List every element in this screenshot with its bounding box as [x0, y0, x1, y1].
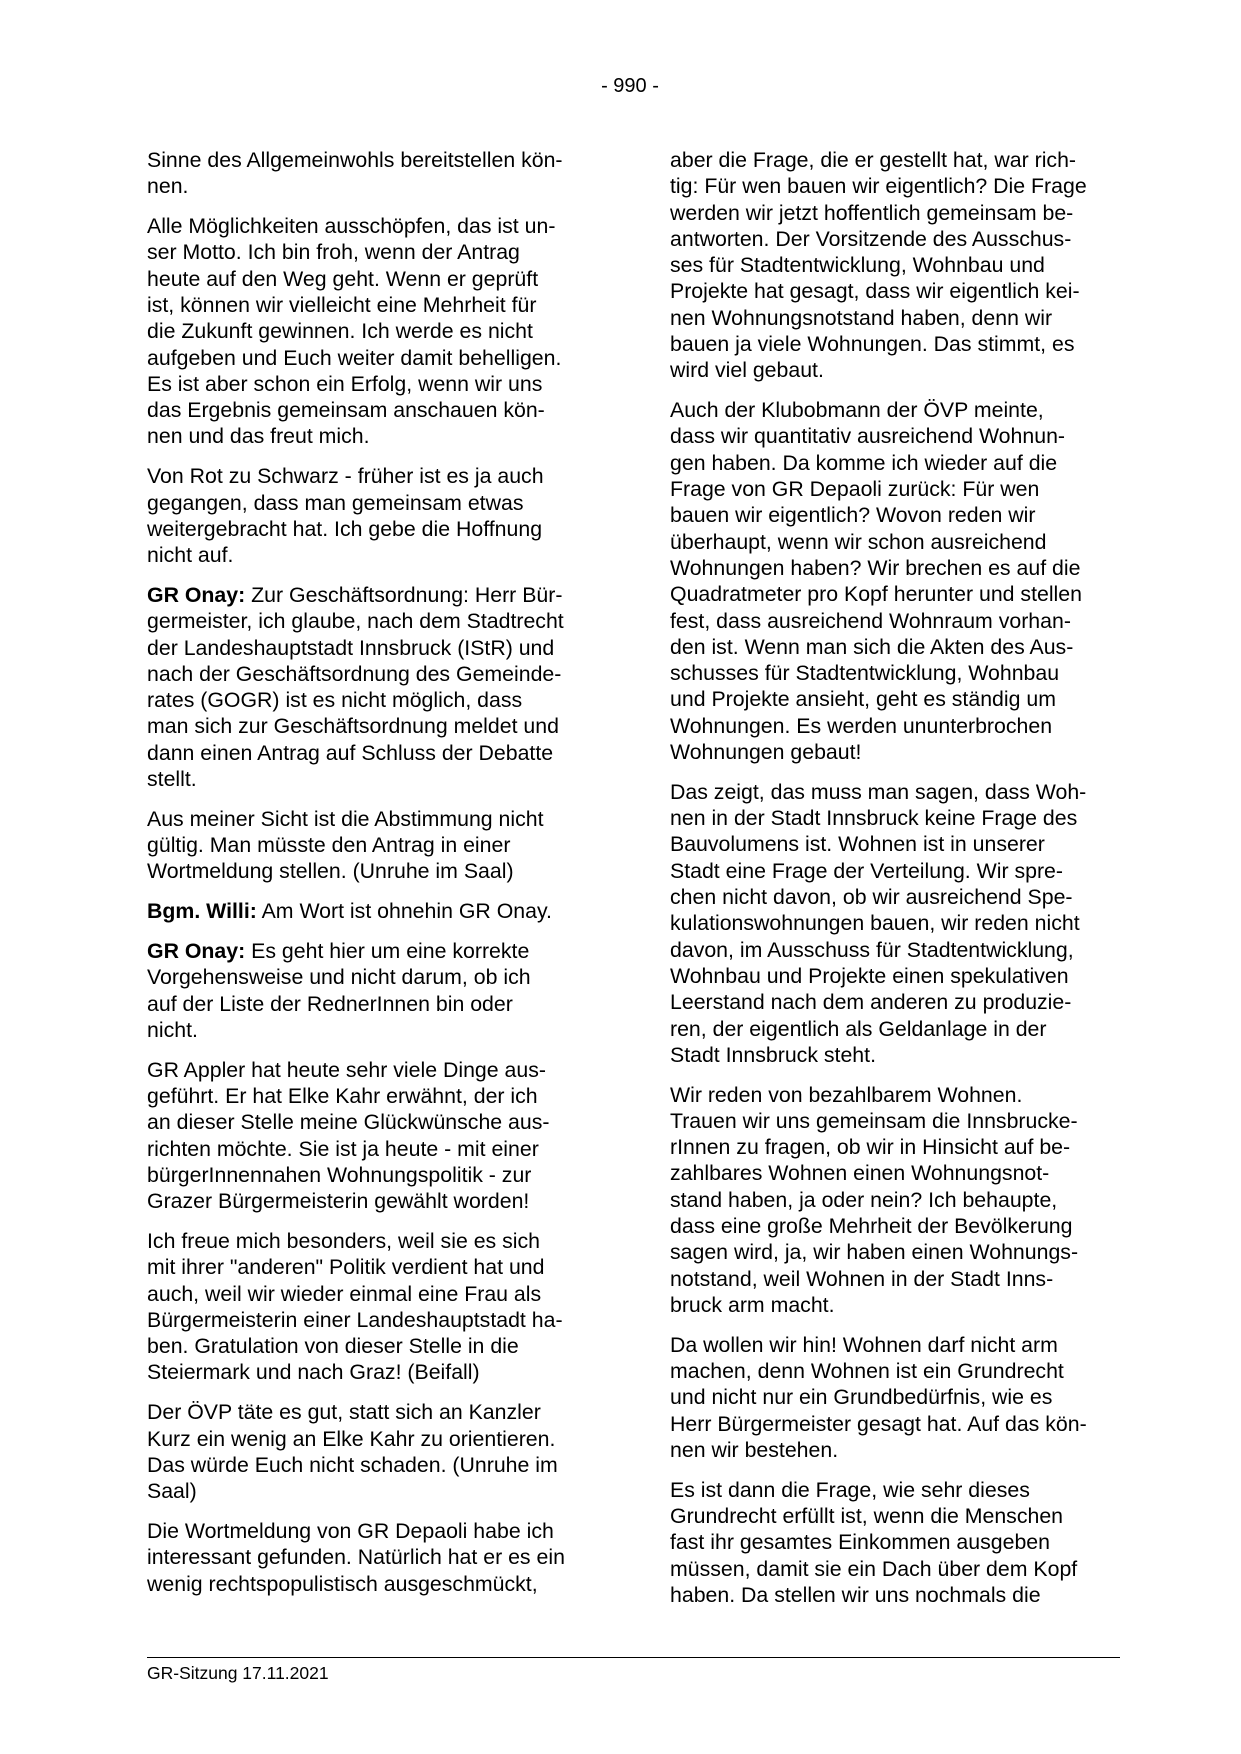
paragraph [147, 213, 617, 450]
text-line: das Ergebnis gemeinsam anschauen kön- [147, 398, 545, 423]
paragraph [147, 1228, 617, 1386]
text-line: Es ist dann die Frage, wie sehr dieses [670, 1477, 1030, 1502]
text-line: Auch der Klubobmann der ÖVP meinte, [670, 398, 1044, 423]
text-line: notstand, weil Wohnen in der Stadt Inns- [670, 1266, 1054, 1291]
text-line: bauen wir eigentlich? Wovon reden wir [670, 503, 1036, 528]
text-line: nen in der Stadt Innsbruck keine Frage des [670, 806, 1078, 831]
text-line: kulationswohnungen bauen, wir reden nicht [670, 911, 1080, 936]
text-line: an dieser Stelle meine Glückwünsche aus- [147, 1110, 550, 1135]
speech-text: Es geht hier um eine korrekte [245, 939, 530, 964]
text-line: Saal) [147, 1479, 197, 1504]
text-line: überhaupt, wenn wir schon ausreichend [670, 529, 1047, 554]
text-line: davon, im Ausschuss für Stadtentwicklung, [670, 937, 1074, 962]
text-line: bruck arm macht. [670, 1292, 835, 1317]
text-line: ren, der eigentlich als Geldanlage in der [670, 1016, 1047, 1041]
text-line: zahlbares Wohnen einen Wohnungsnot- [670, 1161, 1050, 1186]
text-line: aber die Frage, die er gestellt hat, war rich- [670, 148, 1077, 172]
text-line: Grundrecht erfüllt ist, wenn die Menschen [670, 1504, 1064, 1529]
text-line: richten möchte. Sie ist ja heute - mit einer [147, 1136, 539, 1161]
text-line: Steiermark und nach Graz! (Beifall) [147, 1360, 480, 1385]
text-line: Da wollen wir hin! Wohnen darf nicht arm [670, 1332, 1058, 1357]
text-line: und nicht nur ein Grundbedürfnis, wie es [670, 1385, 1053, 1410]
text-line: gen haben. Da komme ich wieder auf die [670, 450, 1058, 475]
text-line: machen, denn Wohnen ist ein Grundrecht [670, 1359, 1064, 1384]
text-line: Projekte hat gesagt, dass wir eigentlich kei- [670, 279, 1080, 304]
text-line: Grazer Bürgermeisterin gewählt worden! [147, 1189, 530, 1214]
text-line: germeister, ich glaube, nach dem Stadtrecht [147, 609, 564, 634]
text-line: wird viel gebaut. [670, 358, 824, 383]
paragraph [670, 1477, 1140, 1608]
text-line: schusses für Stadtentwicklung, Wohnbau [670, 661, 1060, 686]
text-line: tig: Für wen bauen wir eigentlich? Die Frage [670, 174, 1087, 199]
text-line: nen Wohnungsnotstand haben, denn wir [670, 305, 1053, 330]
text-line: Wohnungen haben? Wir brechen es auf die [670, 555, 1081, 580]
paragraph [147, 806, 617, 885]
text-line: Leerstand nach dem anderen zu produzie- [670, 990, 1072, 1015]
paragraph [147, 1518, 617, 1597]
text-line: weitergebracht hat. Ich gebe die Hoffnung [147, 516, 543, 541]
text-line: der Landeshauptstadt Innsbruck (IStR) und [147, 635, 555, 660]
speaker-name: Bgm. Willi: [147, 899, 257, 924]
text-line: aufgeben und Euch weiter damit behelligen. [147, 345, 562, 370]
text-line [147, 898, 617, 924]
speaker-name: GR Onay: [147, 582, 246, 607]
text-line: auf der Liste der RednerInnen bin oder [147, 991, 513, 1016]
text-line: ses für Stadtentwicklung, Wohnbau und [670, 253, 1045, 278]
text-line: mit ihrer "anderen" Politik verdient hat und [147, 1255, 545, 1280]
paragraph [147, 1057, 617, 1215]
text-line: fest, dass ausreichend Wohnraum vorhan- [670, 608, 1071, 633]
footer-divider [147, 1657, 1120, 1658]
text-line: Stadt eine Frage der Verteilung. Wir spre- [670, 858, 1063, 883]
footer-session-date: GR-Sitzung 17.11.2021 [147, 1663, 329, 1683]
text-line: Die Wortmeldung von GR Depaoli habe ich [147, 1518, 554, 1543]
text-line: Der ÖVP täte es gut, statt sich an Kanzler [147, 1400, 541, 1425]
text-line: wenig rechtspopulistisch ausgeschmückt, [147, 1571, 538, 1596]
text-line: Herr Bürgermeister gesagt hat. Auf das kön- [670, 1411, 1087, 1436]
text-line: Frage von GR Depaoli zurück: Für wen [670, 477, 1040, 502]
paragraph [670, 779, 1140, 1068]
text-line: Wir reden von bezahlbarem Wohnen. [670, 1082, 1023, 1107]
text-line: geführt. Er hat Elke Kahr erwähnt, der ich [147, 1084, 538, 1108]
text-line: ist, können wir vielleicht eine Mehrheit für [147, 292, 537, 317]
paragraph [147, 147, 617, 200]
right-column [670, 147, 1140, 1622]
text-line: Bürgermeisterin einer Landeshauptstadt ha- [147, 1307, 563, 1332]
text-line: gültig. Man müsste den Antrag in einer [147, 833, 511, 858]
text-line: Bauvolumens ist. Wohnen ist in unserer [670, 832, 1045, 857]
text-line: auch, weil wir wieder einmal eine Frau als [147, 1281, 542, 1306]
text-line: Sinne des Allgemeinwohls bereitstellen kön- [147, 148, 563, 172]
text-line: nicht auf. [147, 543, 234, 568]
text-line: Von Rot zu Schwarz - früher ist es ja auch [147, 464, 544, 489]
paragraph [147, 582, 617, 792]
text-line: und Projekte ansieht, geht es ständig um [670, 687, 1056, 712]
text-line: sagen wird, ja, wir haben einen Wohnungs- [670, 1240, 1079, 1265]
text-line: heute auf den Weg geht. Wenn er geprüft [147, 266, 539, 291]
text-line: fast ihr gesamtes Einkommen ausgeben [670, 1530, 1050, 1555]
text-line: Wohnungen. Es werden ununterbrochen [670, 713, 1053, 738]
text-line: werden wir jetzt hoffentlich gemeinsam be- [670, 200, 1074, 225]
text-line: Wohnungen gebaut! [670, 740, 862, 765]
text-line: nen und das freut mich. [147, 424, 370, 449]
text-line: dass wir quantitativ ausreichend Wohnun- [670, 424, 1066, 449]
text-line: stellt. [147, 767, 197, 792]
text-line: nen wir bestehen. [670, 1437, 839, 1462]
text-line: nach der Geschäftsordnung des Gemeinde- [147, 661, 562, 686]
left-column [147, 147, 617, 1610]
text-line: man sich zur Geschäftsordnung meldet und [147, 714, 559, 739]
text-line: antworten. Der Vorsitzende des Ausschus- [670, 226, 1072, 251]
text-line: ben. Gratulation von dieser Stelle in die [147, 1334, 519, 1359]
text-line: Aus meiner Sicht ist die Abstimmung nicht [147, 806, 544, 831]
paragraph [670, 397, 1140, 765]
speaker-name: GR Onay: [147, 939, 246, 964]
text-line: Wortmeldung stellen. (Unruhe im Saal) [147, 859, 514, 884]
paragraph [147, 463, 617, 568]
text-line: chen nicht davon, ob wir ausreichend Spe- [670, 885, 1073, 910]
text-line: den ist. Wenn man sich die Akten des Aus- [670, 634, 1074, 659]
text-line [147, 938, 617, 964]
text-line: Das zeigt, das muss man sagen, dass Woh- [670, 779, 1087, 804]
paragraph [670, 147, 1140, 384]
text-line: Trauen wir uns gemeinsam die Innsbrucke- [670, 1108, 1078, 1133]
text-line: Stadt Innsbruck steht. [670, 1042, 876, 1067]
text-line: Alle Möglichkeiten ausschöpfen, das ist un- [147, 214, 556, 239]
text-line: die Zukunft gewinnen. Ich werde es nicht [147, 319, 533, 344]
page-number: - 990 - [601, 75, 659, 97]
speech-text: Am Wort ist ohnehin GR Onay. [256, 899, 552, 924]
text-line: Quadratmeter pro Kopf herunter und stellen [670, 582, 1082, 607]
paragraph [670, 1082, 1140, 1319]
text-line: rates (GOGR) ist es nicht möglich, dass [147, 688, 523, 713]
text-line [147, 582, 617, 608]
text-line: Ich freue mich besonders, weil sie es sich [147, 1228, 540, 1253]
text-line: gegangen, dass man gemeinsam etwas [147, 490, 524, 515]
text-line: Das würde Euch nicht schaden. (Unruhe im [147, 1452, 558, 1477]
text-line: rInnen zu fragen, ob wir in Hinsicht auf be- [670, 1135, 1071, 1160]
text-line: Vorgehensweise und nicht darum, ob ich [147, 965, 531, 990]
paragraph [147, 938, 617, 1043]
paragraph [670, 1332, 1140, 1463]
speech-text: Zur Geschäftsordnung: Herr Bür- [245, 582, 563, 607]
text-line: Kurz ein wenig an Elke Kahr zu orientieren. [147, 1426, 556, 1451]
text-line: Es ist aber schon ein Erfolg, wenn wir uns [147, 371, 543, 396]
paragraph [147, 1399, 617, 1504]
text-line: ser Motto. Ich bin froh, wenn der Antrag [147, 240, 520, 265]
text-line: interessant gefunden. Natürlich hat er es ein [147, 1545, 565, 1570]
text-line: müssen, damit sie ein Dach über dem Kopf [670, 1556, 1078, 1581]
text-line: GR Appler hat heute sehr viele Dinge aus- [147, 1057, 546, 1082]
text-line: Wohnbau und Projekte einen spekulativen [670, 963, 1069, 988]
text-line: stand haben, ja oder nein? Ich behaupte, [670, 1187, 1058, 1212]
text-line: bürgerInnennahen Wohnungspolitik - zur [147, 1162, 532, 1187]
text-line: bauen ja viele Wohnungen. Das stimmt, es [670, 332, 1075, 357]
text-line: dann einen Antrag auf Schluss der Debatte [147, 740, 554, 765]
paragraph [147, 898, 617, 924]
text-line: nicht. [147, 1017, 198, 1042]
text-line: haben. Da stellen wir uns nochmals die [670, 1582, 1041, 1607]
text-line: dass eine große Mehrheit der Bevölkerung [670, 1214, 1073, 1239]
text-line: nen. [147, 174, 189, 199]
